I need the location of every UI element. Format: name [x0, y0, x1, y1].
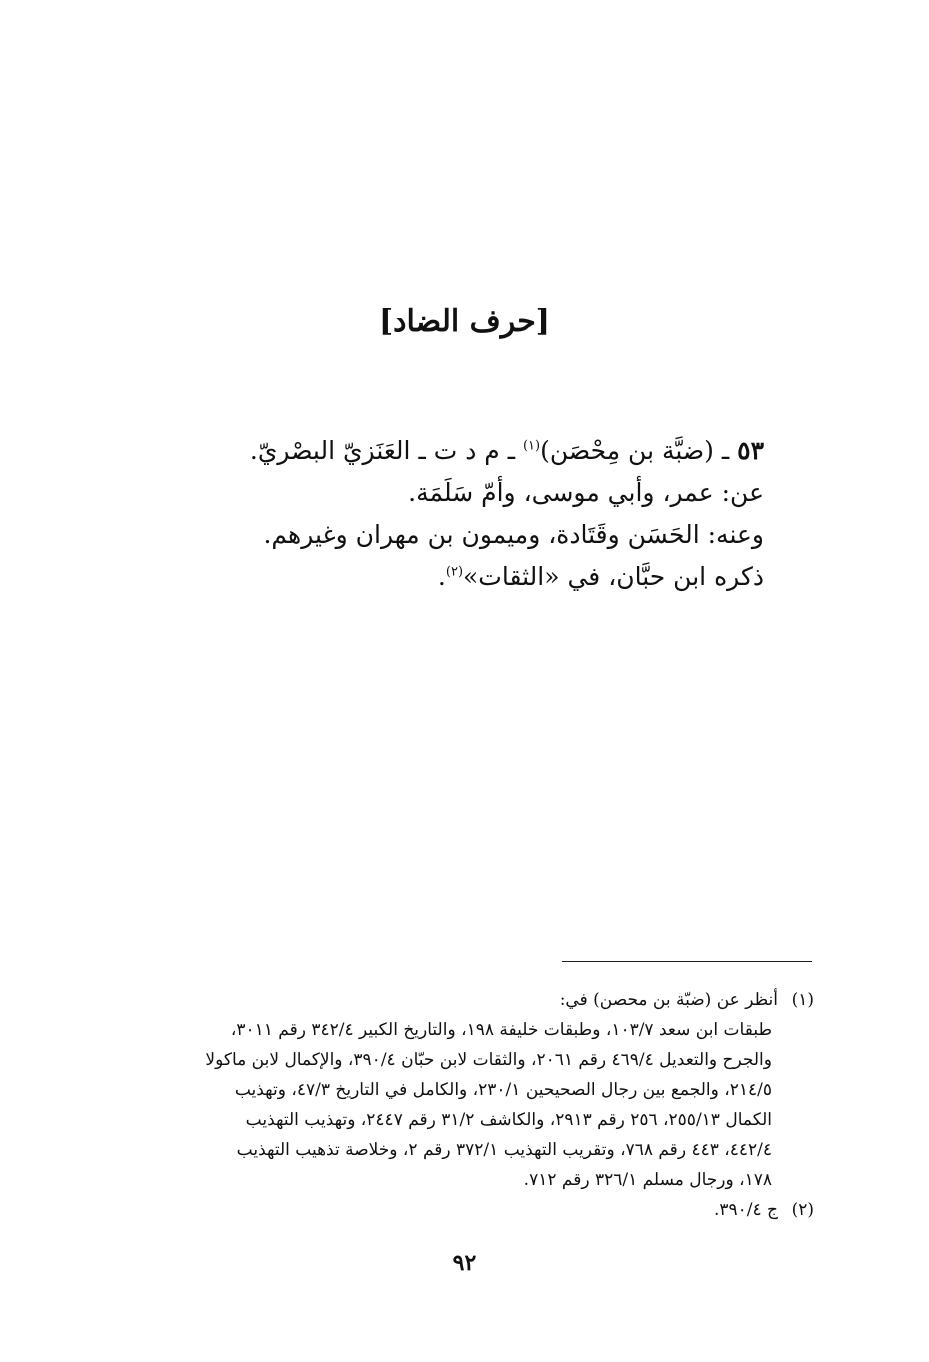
entry-name: (ضبَّة بن مِحْصَن): [540, 436, 714, 465]
footnote-1-marker: (١): [791, 990, 814, 1010]
footnote-2-line: [114, 1195, 814, 1225]
biography-entry: [204, 430, 764, 598]
entry-teachers-line: عن: عمر، وأبي موسى، وأمّ سَلَمَة.: [408, 478, 764, 507]
entry-source-end: .: [437, 562, 446, 591]
footnote-divider: [562, 961, 812, 962]
footnote-1-intro: أنظر عن (ضبّة بن محصن) في:: [559, 990, 778, 1010]
footnotes: [114, 985, 814, 1225]
footnote-1-line: ٤٤٢/٤، ٤٤٣ رقم ٧٦٨، وتقريب التهذيب ٣٧٢/١ رقم ٢، وخلاصة تذهيب التهذيب: [236, 1140, 772, 1160]
entry-nisba: ـ م د ت ـ العَنَزيّ البصْريّ.: [249, 436, 523, 465]
footnote-1-intro-line: [114, 985, 814, 1015]
footnote-1-line: ١٧٨، ورجال مسلم ٣٢٦/١ رقم ٧١٢.: [523, 1170, 772, 1190]
footnote-1-line: الكمال ٢٥٥/١٣، ٢٥٦ رقم ٢٩١٣، والكاشف ٣١/٢ رقم ٢٤٤٧، وتهذيب التهذيب: [245, 1110, 772, 1130]
footnote-2-text: ج ٣٩٠/٤.: [713, 1200, 778, 1220]
footnote-2-marker: (٢): [791, 1200, 814, 1220]
entry-source-text: ذكره ابن حبَّان، في «الثقات»: [463, 562, 764, 591]
entry-title-line: [204, 430, 764, 472]
page-number: ٩٢: [452, 1250, 477, 1276]
footnote-ref-2[interactable]: (٢): [445, 564, 464, 580]
entry-number: ٥٣: [737, 436, 764, 465]
entry-source-line: [204, 556, 764, 598]
footnote-ref-1[interactable]: (١): [522, 438, 541, 454]
footnote-1-line: ٢١٤/٥، والجمع بين رجال الصحيحين ٢٣٠/١، والكامل في التاريخ ٤٧/٣، وتهذيب: [234, 1080, 772, 1100]
footnote-1-line: والجرح والتعديل ٤٦٩/٤ رقم ٢٠٦١، والثقات لابن حبّان ٣٩٠/٤، والإكمال لابن ماكولا: [205, 1050, 772, 1070]
entry-dash: ـ: [713, 436, 738, 465]
footnote-1-line: طبقات ابن سعد ١٠٣/٧، وطبقات خليفة ١٩٨، والتاريخ الكبير ٣٤٢/٤ رقم ٣٠١١،: [230, 1020, 772, 1040]
section-heading: [حرف الضاد]: [378, 304, 551, 339]
entry-students-line: وعنه: الحَسَن وقَتَادة، وميمون بن مهران وغيرهم.: [263, 520, 764, 549]
